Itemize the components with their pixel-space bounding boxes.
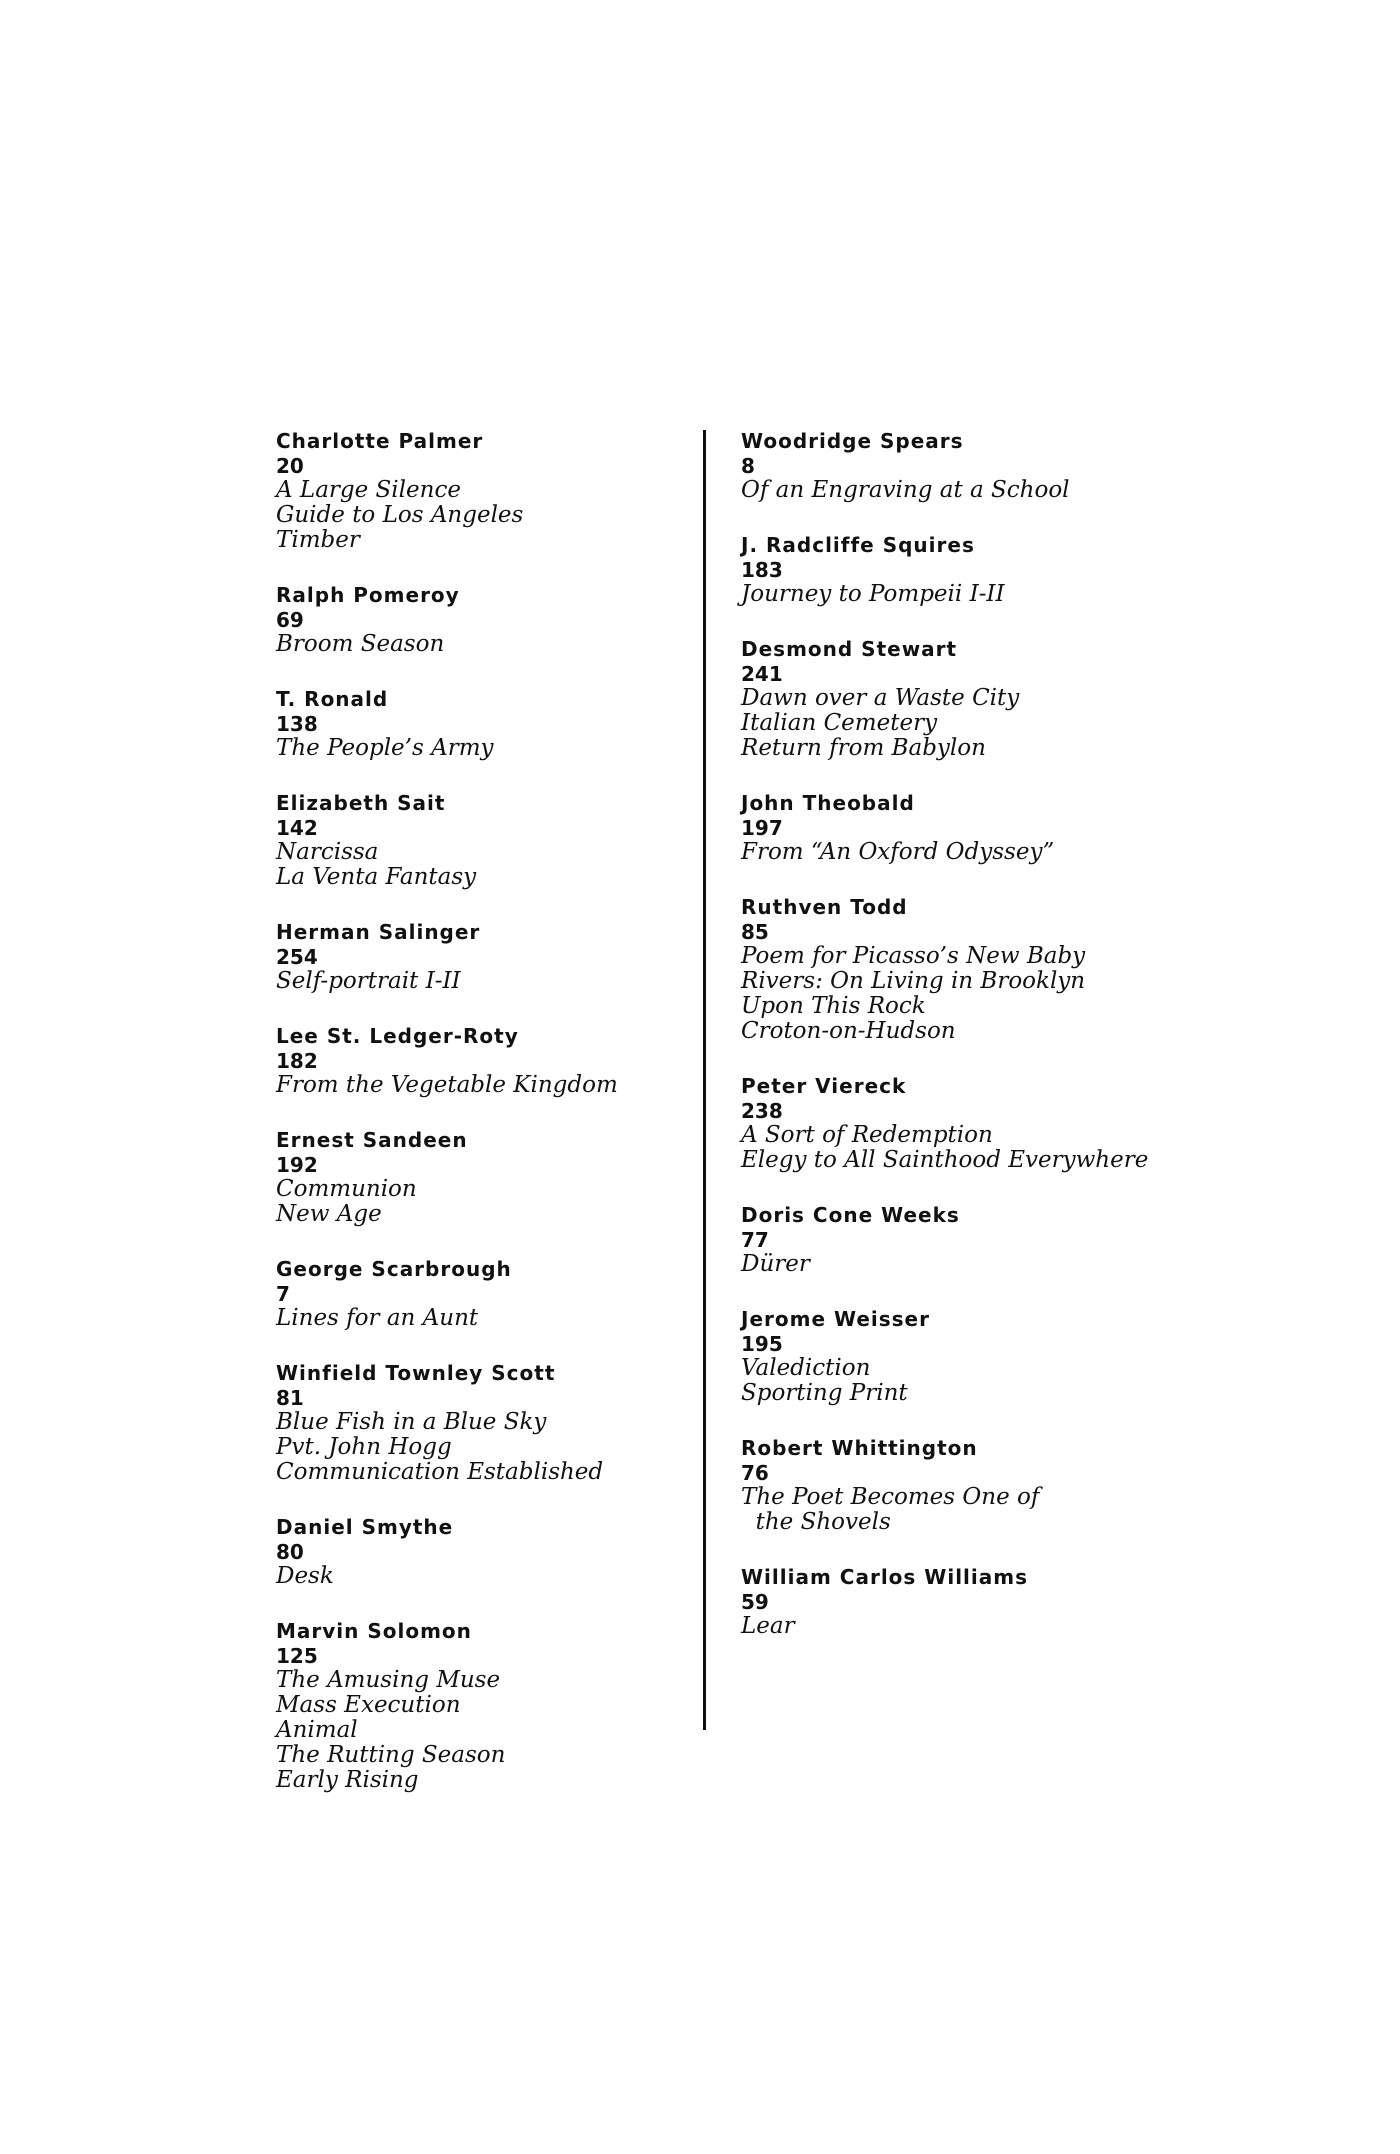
index-entry [276,582,716,657]
poem-title-list [276,1306,716,1331]
index-entry [741,1306,1181,1406]
poem-title-list [741,1485,1181,1535]
poem-title: Croton-on-Hudson [741,1018,956,1044]
poem-title: Dürer [741,1251,810,1277]
poem-title: Dawn over a Waste City [741,685,1020,711]
author-name: Peter Viereck [741,1074,907,1098]
poem-title: From “An Oxford Odyssey” [741,839,1055,865]
poem-title: Return from Babylon [741,735,986,761]
index-entry [741,532,1181,607]
poem-title: Timber [276,527,360,553]
page-number: 241 [741,662,783,686]
page-number: 254 [276,945,318,969]
index-entry [741,636,1181,761]
author-name: Elizabeth Sait [276,791,446,815]
author-name: Ruthven Todd [741,895,908,919]
poem-title-list [741,840,1181,865]
index-entry [276,919,716,994]
page-number: 183 [741,558,783,582]
poem-title: Self-portrait I-II [276,968,461,994]
author-name: Herman Salinger [276,920,481,944]
column-divider [703,430,706,1730]
poem-title: Guide to Los Angeles [276,502,524,528]
poem-title: Early Rising [276,1767,419,1793]
page-number: 195 [741,1332,783,1356]
poem-title: Communion [276,1176,417,1202]
poem-title: New Age [276,1201,382,1227]
poem-title: Communication Established [276,1459,604,1485]
poem-title-list [276,478,716,553]
page-number: 80 [276,1540,304,1564]
index-entry [276,790,716,890]
author-name: John Theobald [741,791,915,815]
poem-title: Mass Execution [276,1692,461,1718]
author-name: George Scarbrough [276,1257,512,1281]
page-number: 85 [741,920,769,944]
page-number: 20 [276,454,304,478]
author-name: Robert Whittington [741,1436,978,1460]
index-entry [741,894,1181,1044]
poem-title: Journey to Pompeii I-II [741,581,1005,607]
left-column [276,428,716,1822]
poem-title-list [741,1123,1181,1173]
author-name: Doris Cone Weeks [741,1203,960,1227]
index-entry [741,790,1181,865]
poem-title-list [276,969,716,994]
poem-title: The Poet Becomes One of [741,1484,1040,1510]
author-name: William Carlos Williams [741,1565,1029,1589]
page-number: 8 [741,454,755,478]
poem-title: La Venta Fantasy [276,864,477,890]
poem-title: Sporting Print [741,1380,908,1406]
index-entry [741,1564,1181,1639]
poem-title: Valediction [741,1355,871,1381]
index-entry [276,428,716,553]
poem-title: the Shovels [741,1509,891,1535]
author-name: Woodridge Spears [741,429,964,453]
poem-title-list [276,1177,716,1227]
author-name: Desmond Stewart [741,637,958,661]
index-entry [276,1618,716,1793]
poem-title-list [276,1668,716,1793]
poem-title-list [276,1410,716,1485]
page-number: 182 [276,1049,318,1073]
index-entry [276,1127,716,1227]
poem-title: A Sort of Redemption [741,1122,993,1148]
poem-title: Upon This Rock [741,993,926,1019]
right-column [741,428,1181,1668]
poem-title: Of an Engraving at a School [741,477,1070,503]
poem-title: Broom Season [276,631,445,657]
poem-title: Poem for Picasso’s New Baby [741,943,1086,969]
poem-title-list [741,1252,1181,1277]
page-number: 197 [741,816,783,840]
poem-title: Blue Fish in a Blue Sky [276,1409,547,1435]
poem-title: Lines for an Aunt [276,1305,479,1331]
page-number: 238 [741,1099,783,1123]
poem-title-list [741,686,1181,761]
index-entry [276,686,716,761]
poem-title-list [741,944,1181,1044]
index-entry [276,1514,716,1589]
poem-title-list [741,582,1181,607]
poem-title-list [741,478,1181,503]
poem-title: Italian Cemetery [741,710,938,736]
author-name: Jerome Weisser [741,1307,930,1331]
author-name: Winfield Townley Scott [276,1361,556,1385]
page-number: 142 [276,816,318,840]
page-number: 81 [276,1386,304,1410]
poem-title: Lear [741,1613,795,1639]
author-name: Marvin Solomon [276,1619,472,1643]
author-name: J. Radcliffe Squires [741,533,975,557]
poem-title: Narcissa [276,839,379,865]
index-entry [276,1256,716,1331]
author-name: T. Ronald [276,687,389,711]
page-number: 7 [276,1282,290,1306]
poem-title-list [276,736,716,761]
poem-title: Rivers: On Living in Brooklyn [741,968,1086,994]
page-number: 125 [276,1644,318,1668]
poem-title: The People’s Army [276,735,494,761]
page-number: 69 [276,608,304,632]
poem-title: Pvt. John Hogg [276,1434,452,1460]
poem-title-list [741,1614,1181,1639]
author-name: Ernest Sandeen [276,1128,468,1152]
page-number: 76 [741,1461,769,1485]
page-number: 59 [741,1590,769,1614]
index-entry [276,1360,716,1485]
poem-title: The Amusing Muse [276,1667,501,1693]
index-entry [741,1073,1181,1173]
page-number: 192 [276,1153,318,1177]
author-name: Charlotte Palmer [276,429,484,453]
index-entry [741,1435,1181,1535]
poem-title-list [276,1073,716,1098]
poem-title: A Large Silence [276,477,461,503]
poem-title: Animal [276,1717,358,1743]
index-entry [276,1023,716,1098]
poem-title: Elegy to All Sainthood Everywhere [741,1147,1149,1173]
page-number: 77 [741,1228,769,1252]
poem-title: The Rutting Season [276,1742,506,1768]
index-entry [741,1202,1181,1277]
poem-title-list [276,840,716,890]
poem-title-list [276,632,716,657]
author-name: Daniel Smythe [276,1515,454,1539]
index-entry [741,428,1181,503]
page-number: 138 [276,712,318,736]
author-name: Lee St. Ledger-Roty [276,1024,519,1048]
poem-title-list [741,1356,1181,1406]
poem-title: From the Vegetable Kingdom [276,1072,618,1098]
author-name: Ralph Pomeroy [276,583,460,607]
poem-title-list [276,1564,716,1589]
poem-title: Desk [276,1563,334,1589]
